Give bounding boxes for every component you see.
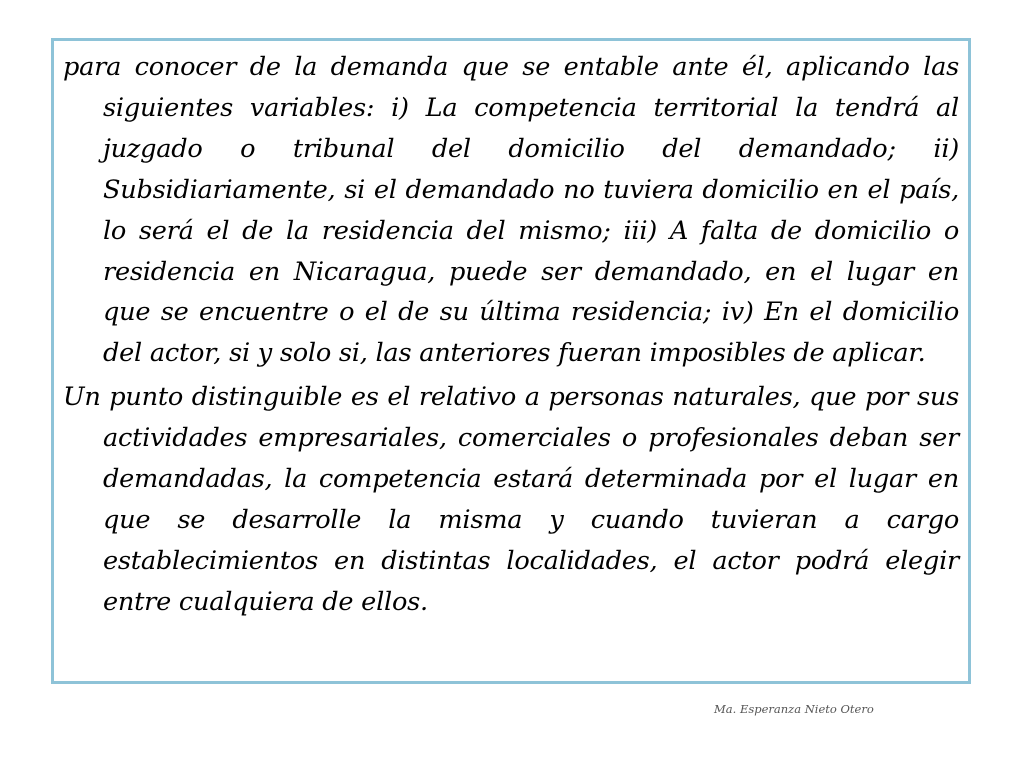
paragraph-competencia-territorial: para conocer de la demanda que se entable ante él, aplicando las siguientes variables: i) La competencia territorial la tendrá al juzgado o tribunal del domicilio del demandado; ii) Subsidiariamente, si el demandado no tuviera domicilio en el país, lo será el de la residencia del mismo; iii) A falta de domicilio o residencia en Nicaragua, puede ser demandado, en el lugar en que se encuentre o el de su última residencia; iv) En el domicilio del actor, si y solo si, las anteriores fueran imposibles de aplicar.: [63, 52, 959, 369]
text-frame: [51, 38, 971, 684]
paragraph-personas-naturales: Un punto distinguible es el relativo a personas naturales, que por sus actividades empresariales, comerciales o profesionales deban ser demandadas, la competencia estará determinada por el lugar en que se desarrolle la misma y cuando tuvieran a cargo establecimientos en distintas localidades, el actor podrá elegir entre cualquiera de ellos.: [63, 382, 959, 617]
footer-author: Ma. Esperanza Nieto Otero: [714, 702, 874, 716]
